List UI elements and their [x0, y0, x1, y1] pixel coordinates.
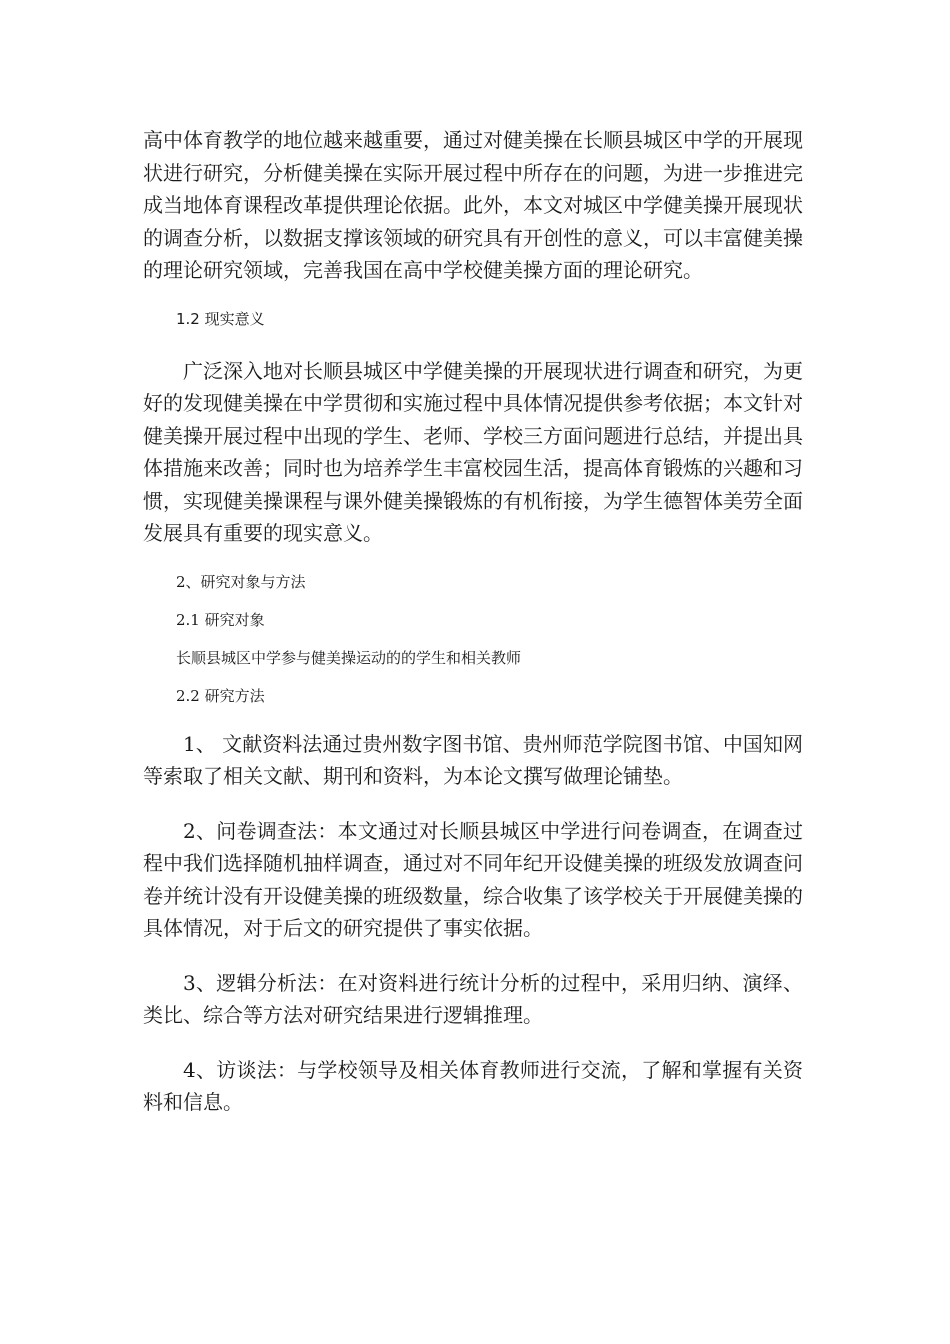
heading-2-2-research-methods: 2.2 研究方法 — [176, 686, 265, 705]
paragraph-practical-significance: 广泛深入地对长顺县城区中学健美操的开展现状进行调查和研究，为更好的发现健美操在中学贯彻和实施过程中具体情况提供参考依据；本文针对健美操开展过程中出现的学生、老师、学校三方面问题进行总结，并提出具体措施来改善；同时也为培养学生丰富校园生活，提高体育锻炼的兴趣和习惯，实现健美操课程与课外健美操锻炼的有机衔接，为学生德智体美劳全面发展具有重要的现实意义。 — [143, 358, 803, 545]
heading-2-1-research-objects: 2.1 研究对象 — [176, 610, 265, 629]
document-body — [143, 124, 803, 1119]
method-literature: 1、 文献资料法通过贵州数字图书馆、贵州师范学院图书馆、中国知网等索取了相关文献、期刊和资料，为本论文撰写做理论铺垫。 — [143, 731, 803, 788]
method-interview: 4、访谈法：与学校领导及相关体育教师进行交流，了解和掌握有关资料和信息。 — [143, 1057, 803, 1114]
paragraph-intro: 高中体育教学的地位越来越重要，通过对健美操在长顺县城区中学的开展现状进行研究，分析健美操在实际开展过程中所存在的问题，为进一步推进完成当地体育课程改革提供理论依据。此外，本文对城区中学健美操开展现状的调查分析，以数据支撑该领域的研究具有开创性的意义，可以丰富健美操的理论研究领域，完善我国在高中学校健美操方面的理论研究。 — [143, 128, 803, 282]
method-logical-analysis: 3、逻辑分析法：在对资料进行统计分析的过程中，采用归纳、演绎、类比、综合等方法对研究结果进行逻辑推理。 — [143, 970, 803, 1027]
paragraph-research-objects: 长顺县城区中学参与健美操运动的的学生和相关教师 — [176, 648, 522, 667]
heading-1-2: 1.2 现实意义 — [176, 309, 265, 328]
method-questionnaire: 2、问卷调查法：本文通过对长顺县城区中学进行问卷调查，在调查过程中我们选择随机抽样调查，通过对不同年纪开设健美操的班级发放调查问卷并统计没有开设健美操的班级数量，综合收集了该学校关于开展健美操的具体情况，对于后文的研究提供了事实依据。 — [143, 818, 803, 940]
heading-2-research-objects-methods: 2、研究对象与方法 — [176, 572, 306, 591]
